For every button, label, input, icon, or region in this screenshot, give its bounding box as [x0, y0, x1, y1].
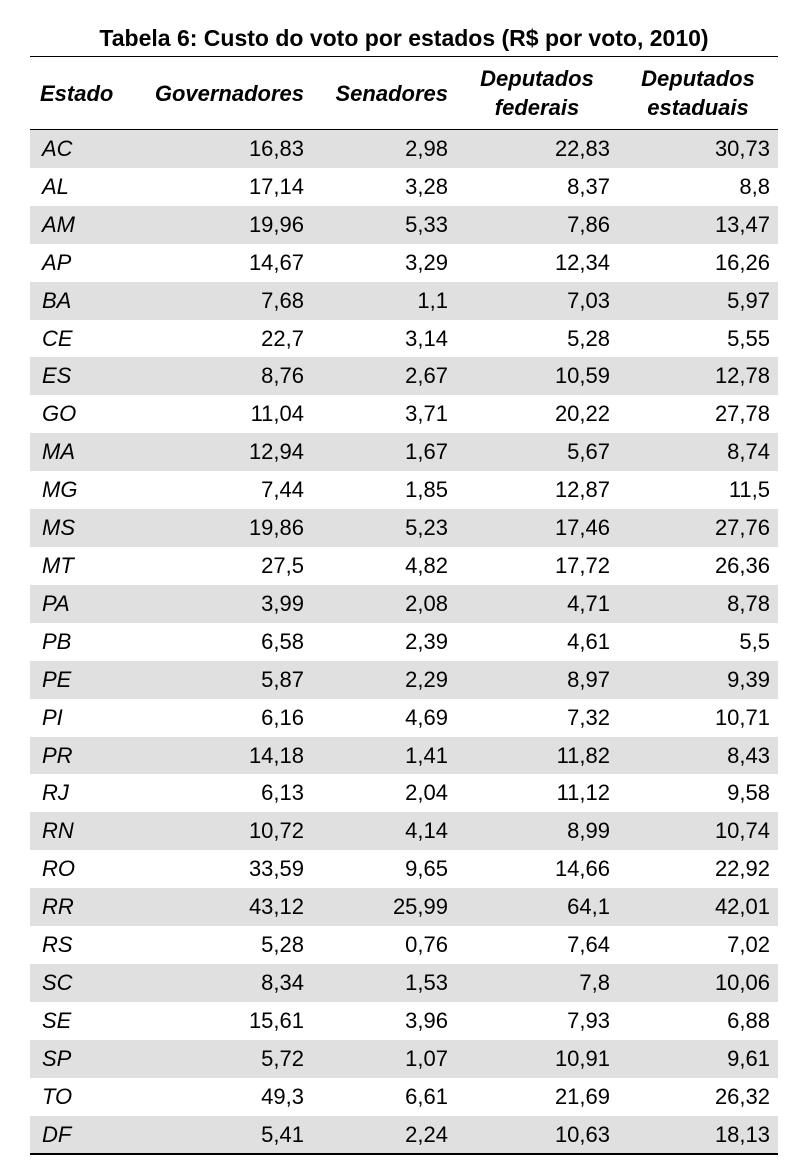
- table-row: [30, 1040, 778, 1078]
- cell-deputados-federais: 12,34: [554, 249, 610, 275]
- cell-governadores: 43,12: [134, 888, 312, 926]
- cell-deputados-federais: 8,97: [456, 661, 618, 699]
- cell-deputados-estaduais: 10,74: [618, 812, 778, 850]
- cell-deputados-federais: 8,37: [567, 173, 610, 199]
- cell-deputados-federais: 20,22: [554, 401, 610, 427]
- cell-deputados-federais: 22,83: [456, 130, 618, 168]
- cell-deputados-federais: 11,82: [456, 737, 618, 775]
- cell-governadores: 14,67: [248, 249, 304, 275]
- cell-senadores: 1,07: [312, 1040, 456, 1078]
- table-row: [30, 888, 778, 926]
- cell-deputados-estaduais: 18,13: [618, 1116, 778, 1155]
- table-row: [30, 206, 778, 244]
- cell-deputados-estaduais: 13,47: [618, 206, 778, 244]
- cell-governadores: 11,04: [250, 401, 304, 427]
- cell-deputados-federais: 5,28: [567, 325, 610, 351]
- cell-senadores: 4,14: [312, 812, 456, 850]
- table-row: [30, 433, 778, 471]
- table-row: [30, 623, 778, 661]
- cell-deputados-estaduais: 12,78: [618, 357, 778, 395]
- table-row: [30, 699, 778, 737]
- cell-deputados-estaduais: 8,78: [618, 585, 778, 623]
- table-row: [30, 168, 778, 206]
- cell-governadores: 5,72: [134, 1040, 312, 1078]
- cell-estado: SC: [30, 964, 134, 1002]
- header-deputados-estaduais-line1: Deputados: [641, 66, 755, 91]
- cell-estado: ES: [30, 357, 134, 395]
- table-row: [30, 130, 778, 168]
- cell-senadores: 2,04: [405, 780, 448, 806]
- cell-estado: PI: [42, 704, 63, 730]
- cell-governadores: 6,58: [261, 628, 304, 654]
- header-governadores: [134, 57, 312, 130]
- cell-senadores: 3,96: [405, 1007, 448, 1033]
- cell-senadores: 4,82: [405, 552, 448, 578]
- cell-deputados-estaduais: 11,5: [728, 477, 770, 503]
- table-row: [30, 244, 778, 282]
- cell-senadores: 2,08: [312, 585, 456, 623]
- cell-estado: MS: [30, 509, 134, 547]
- table-body: [30, 130, 778, 1155]
- cell-governadores: 12,94: [134, 433, 312, 471]
- cell-deputados-estaduais: 9,39: [618, 661, 778, 699]
- cell-governadores: 5,28: [261, 932, 304, 958]
- cell-governadores: 16,83: [134, 130, 312, 168]
- cell-deputados-federais: 10,63: [456, 1116, 618, 1155]
- header-estado-label: Estado: [40, 80, 114, 106]
- cell-deputados-estaduais: 27,78: [714, 401, 770, 427]
- cell-deputados-estaduais: 5,97: [618, 282, 778, 320]
- cell-deputados-federais: 17,46: [456, 509, 618, 547]
- header-senadores: [312, 57, 456, 130]
- cell-deputados-federais: 10,91: [456, 1040, 618, 1078]
- cell-deputados-federais: 10,59: [456, 357, 618, 395]
- header-deputados-federais: [456, 57, 618, 130]
- cell-governadores: 7,44: [261, 477, 304, 503]
- header-governadores-label: Governadores: [154, 80, 304, 106]
- cell-senadores: 5,23: [312, 509, 456, 547]
- cell-estado: TO: [42, 1083, 73, 1109]
- cell-estado: PA: [30, 585, 134, 623]
- cell-deputados-estaduais: 5,5: [739, 628, 770, 654]
- table-row: [30, 395, 778, 433]
- cost-per-vote-table: [30, 20, 778, 1155]
- cell-deputados-estaduais: 10,06: [618, 964, 778, 1002]
- header-deputados-estaduais-line2: estaduais: [647, 95, 749, 120]
- cell-deputados-federais: 17,72: [554, 552, 610, 578]
- cell-deputados-federais: 4,61: [567, 628, 610, 654]
- cell-governadores: 14,18: [134, 737, 312, 775]
- cell-governadores: 3,99: [134, 585, 312, 623]
- cell-deputados-federais: 7,03: [456, 282, 618, 320]
- cell-governadores: 15,61: [248, 1007, 304, 1033]
- cell-deputados-estaduais: 30,73: [618, 130, 778, 168]
- cell-estado: AM: [30, 206, 134, 244]
- cell-senadores: 1,67: [312, 433, 456, 471]
- cell-senadores: 9,65: [405, 856, 448, 882]
- cell-deputados-federais: 8,99: [456, 812, 618, 850]
- cell-deputados-estaduais: 27,76: [618, 509, 778, 547]
- cell-estado: SE: [42, 1007, 72, 1033]
- cell-deputados-estaduais: 22,92: [714, 856, 770, 882]
- cell-estado: MT: [42, 552, 74, 578]
- cell-senadores: 3,28: [405, 173, 448, 199]
- table-title: Tabela 6: Custo do voto por estados (R$ por voto, 2010): [30, 20, 778, 57]
- cell-senadores: 2,39: [405, 628, 448, 654]
- cell-deputados-federais: 4,71: [456, 585, 618, 623]
- cell-senadores: 2,29: [312, 661, 456, 699]
- cell-deputados-federais: 7,93: [567, 1007, 610, 1033]
- header-deputados-estaduais: [618, 57, 778, 130]
- table-row: [30, 585, 778, 623]
- table-row: [30, 282, 778, 320]
- cell-estado: MA: [30, 433, 134, 471]
- cell-estado: MG: [42, 477, 78, 503]
- table-row: [30, 547, 778, 585]
- cell-governadores: 6,16: [261, 704, 304, 730]
- cell-governadores: 17,14: [248, 173, 304, 199]
- cell-estado: CE: [42, 325, 73, 351]
- cell-estado: PB: [42, 628, 72, 654]
- header-estado: [30, 57, 134, 130]
- cell-senadores: 2,24: [312, 1116, 456, 1155]
- cell-senadores: 6,61: [405, 1083, 448, 1109]
- cell-governadores: 6,13: [261, 780, 304, 806]
- cell-deputados-federais: 5,67: [456, 433, 618, 471]
- cell-deputados-estaduais: 16,26: [714, 249, 770, 275]
- cell-estado: PE: [30, 661, 134, 699]
- cell-deputados-estaduais: 9,61: [618, 1040, 778, 1078]
- table-row: [30, 471, 778, 509]
- table-row: [30, 320, 778, 358]
- cell-estado: AL: [42, 173, 69, 199]
- cell-deputados-federais: 14,66: [554, 856, 610, 882]
- table-row: [30, 1002, 778, 1040]
- header-row: [30, 57, 778, 130]
- cell-senadores: 1,53: [312, 964, 456, 1002]
- cell-governadores: 33,59: [248, 856, 304, 882]
- cell-estado: BA: [30, 282, 134, 320]
- cell-deputados-estaduais: 8,8: [739, 173, 770, 199]
- cell-estado: AC: [30, 130, 134, 168]
- cell-governadores: 19,86: [134, 509, 312, 547]
- table-row: [30, 737, 778, 775]
- table-row: [30, 850, 778, 888]
- cell-senadores: 3,71: [405, 401, 448, 427]
- cell-governadores: 8,76: [134, 357, 312, 395]
- cell-governadores: 5,41: [134, 1116, 312, 1155]
- cell-senadores: 4,69: [405, 704, 448, 730]
- table-row: [30, 357, 778, 395]
- cell-senadores: 1,41: [312, 737, 456, 775]
- data-table: [30, 57, 778, 1155]
- cell-deputados-estaduais: 6,88: [727, 1007, 770, 1033]
- cell-senadores: 3,29: [405, 249, 448, 275]
- header-deputados-federais-line2: federais: [494, 95, 580, 120]
- cell-estado: RS: [42, 932, 73, 958]
- cell-governadores: 7,68: [134, 282, 312, 320]
- cell-estado: DF: [30, 1116, 134, 1155]
- table-row: [30, 774, 778, 812]
- cell-deputados-estaduais: 5,55: [727, 325, 770, 351]
- header-senadores-label: Senadores: [335, 80, 448, 106]
- table-row: [30, 926, 778, 964]
- cell-deputados-estaduais: 10,71: [714, 704, 770, 730]
- cell-deputados-federais: 12,87: [554, 477, 610, 503]
- cell-senadores: 5,33: [312, 206, 456, 244]
- cell-deputados-estaduais: 7,02: [727, 932, 770, 958]
- cell-deputados-federais: 7,32: [567, 704, 610, 730]
- table-row: [30, 964, 778, 1002]
- cell-estado: PR: [30, 737, 134, 775]
- cell-estado: GO: [42, 401, 77, 427]
- cell-deputados-federais: 7,64: [567, 932, 610, 958]
- table-row: [30, 509, 778, 547]
- cell-governadores: 5,87: [134, 661, 312, 699]
- cell-deputados-estaduais: 9,58: [727, 780, 770, 806]
- cell-senadores: 2,67: [312, 357, 456, 395]
- cell-estado: RO: [42, 856, 75, 882]
- cell-estado: RR: [30, 888, 134, 926]
- cell-governadores: 19,96: [134, 206, 312, 244]
- cell-governadores: 22,7: [261, 325, 304, 351]
- table-row: [30, 661, 778, 699]
- cell-deputados-estaduais: 26,36: [714, 552, 770, 578]
- table-row: [30, 1116, 778, 1155]
- cell-senadores: 1,1: [312, 282, 456, 320]
- cell-governadores: 10,72: [134, 812, 312, 850]
- cell-senadores: 1,85: [405, 477, 448, 503]
- cell-senadores: 3,14: [405, 325, 448, 351]
- cell-deputados-federais: 7,8: [456, 964, 618, 1002]
- cell-governadores: 27,5: [261, 552, 304, 578]
- cell-deputados-estaduais: 26,32: [714, 1083, 770, 1109]
- cell-governadores: 49,3: [261, 1083, 304, 1109]
- cell-senadores: 0,76: [405, 932, 448, 958]
- cell-deputados-federais: 64,1: [456, 888, 618, 926]
- cell-deputados-estaduais: 8,74: [618, 433, 778, 471]
- cell-deputados-federais: 11,12: [556, 780, 610, 806]
- cell-estado: SP: [30, 1040, 134, 1078]
- cell-governadores: 8,34: [134, 964, 312, 1002]
- cell-senadores: 2,98: [312, 130, 456, 168]
- cell-deputados-federais: 7,86: [456, 206, 618, 244]
- cell-estado: RN: [30, 812, 134, 850]
- table-row: [30, 812, 778, 850]
- header-deputados-federais-line1: Deputados: [480, 66, 594, 91]
- cell-deputados-estaduais: 8,43: [618, 737, 778, 775]
- cell-estado: RJ: [42, 780, 69, 806]
- table-row: [30, 1078, 778, 1116]
- cell-deputados-federais: 21,69: [554, 1083, 610, 1109]
- cell-senadores: 25,99: [312, 888, 456, 926]
- cell-deputados-estaduais: 42,01: [618, 888, 778, 926]
- cell-estado: AP: [42, 249, 72, 275]
